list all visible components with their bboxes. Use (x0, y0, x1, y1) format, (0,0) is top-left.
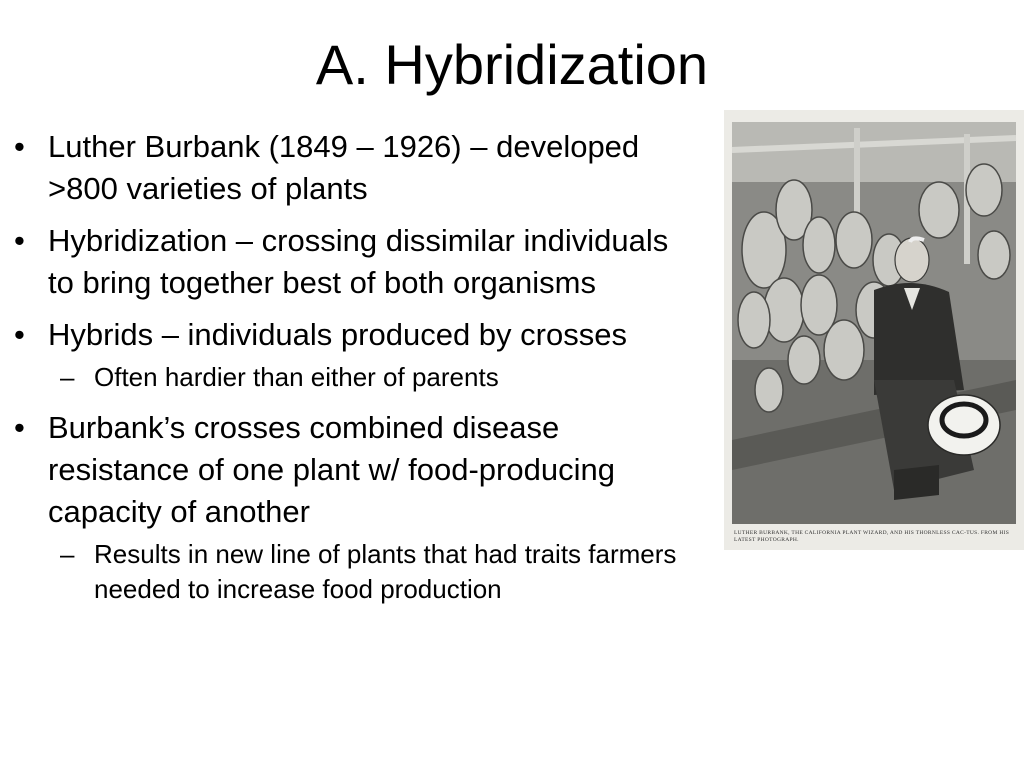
burbank-photo (724, 110, 1024, 550)
bullet-marker: • (14, 410, 25, 445)
sub-bullet-item (14, 537, 694, 607)
hat-illustration (928, 395, 1000, 455)
bullet-item (14, 126, 694, 210)
bullet-marker: • (14, 129, 25, 164)
bullet-text: Burbank’s crosses combined disease resistance of one plant w/ food-producing capacity of another (48, 410, 615, 529)
photo-caption: LUTHER BURBANK, THE CALIFORNIA PLANT WIZARD, AND HIS THORNLESS CAC-TUS. FROM HIS LATEST PHOTOGRAPH. (734, 530, 1010, 543)
sub-bullet-text: Results in new line of plants that had traits farmers needed to increase food production (94, 539, 677, 604)
bullet-text: Luther Burbank (1849 – 1926) – developed >800 varieties of plants (48, 129, 640, 206)
bullet-item (14, 220, 694, 304)
slide-title: A. Hybridization (315, 33, 709, 96)
sub-bullet-text: Often hardier than either of parents (94, 362, 499, 392)
bullet-text: Hybridization – crossing dissimilar individuals to bring together best of both organisms (48, 223, 669, 300)
bullet-text: Hybrids – individuals produced by crosses (48, 317, 627, 352)
sub-bullet-marker: – (60, 362, 75, 392)
sub-bullet-item (14, 360, 694, 395)
photo-illustration (724, 110, 1024, 528)
bullet-list (14, 126, 694, 619)
bullet-marker: • (14, 223, 25, 258)
bullet-marker: • (14, 317, 25, 352)
sub-bullet-marker: – (60, 539, 75, 569)
bullet-item (14, 314, 694, 356)
bullet-item (14, 407, 694, 533)
